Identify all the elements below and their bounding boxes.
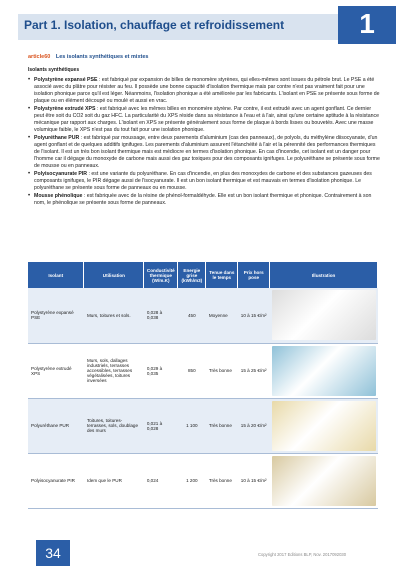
chapter-badge	[338, 6, 396, 44]
table-row	[28, 288, 378, 343]
part-title: Part 1. Isolation, chauffage et refroidissement	[24, 18, 285, 32]
table-row	[28, 453, 378, 508]
cell-prix: 15 à 20 €/m²	[238, 398, 270, 453]
term-description: : est fabriqué avec les mêmes billes en monomère styrène. Par contre, il est extrudé avec un agent gonflant. Ce dernier peut être soit du CO2 soit du gaz HFC. La particularité du XPS réside dans sa résistance à l'eau et à l'air, ainsi qu'une certaine aptitude à la résistance mécanique par rapport aux charges. L'isolant en XPS se présente généralement sous forme de plaque à bords lisses ou bouvetés. Avec une masse volumique faible, le XPS n'est pas du tout fait pour une isolation phonique.	[34, 106, 379, 133]
cell-tenue: Très bonne	[206, 453, 238, 508]
column-header: Illustration	[270, 262, 378, 288]
column-header: Conductivité thermique (W/m.K)	[144, 262, 178, 288]
article-title: Les isolants synthétiques et mixtes	[55, 54, 149, 60]
insulation-sample-image	[272, 401, 376, 451]
cell-isolant: Polystyrène expansé PSE	[28, 288, 84, 343]
cell-isolant: Polystyrène extrudé XPS	[28, 343, 84, 398]
cell-isolant: Polyuréthane PUR	[28, 398, 84, 453]
term-label: Polyisocyanurate PIR	[34, 171, 88, 177]
table-row	[28, 343, 378, 398]
bullet-icon: •	[28, 171, 31, 177]
page-number-badge	[36, 540, 70, 566]
bullet-icon: •	[28, 106, 31, 112]
chapter-number: 1	[359, 8, 375, 39]
cell-isolant: Polyisocyanurate PIR	[28, 453, 84, 508]
cell-energie: 850	[178, 343, 206, 398]
section-title: Isolants synthétiques	[28, 67, 80, 73]
article-reference: article60	[28, 54, 51, 60]
paragraph-xps	[28, 106, 380, 134]
table-row	[28, 398, 378, 453]
page-number: 34	[45, 545, 61, 561]
cell-utilisation: Idem que le PUR	[84, 453, 144, 508]
term-description: : est fabriqué par expansion de billes de monomère styrènes, qui elles-mêmes sont issues du pétrole brut. Le PSE a été associé avec du plâtre pour résister au feu. Il possède une bonne capacité d'isolation thermique mais par contre n'est pas vraiment fait pour une isolation phonique parce qu'il est léger. Néanmoins, l'isolation phonique a été améliorée par les fabricants. L'isolant en PSE se présente sous forme de plaque ou en élément découpé ou moulé et aussi en vrac.	[34, 77, 380, 104]
column-header: Utilisation	[84, 262, 144, 288]
bullet-icon: •	[28, 193, 31, 199]
cell-conductivite: 0,029 à 0,035	[144, 343, 178, 398]
term-description: : est fabriquée avec de la résine de phénol-formaldéhyde. Elle est un bon isolant thermique et phonique. Contrairement à son nom, le phénolique se présente sous forme de panneaux.	[34, 193, 372, 206]
article-heading	[28, 54, 148, 60]
term-label: Polystyrène extrudé XPS	[34, 106, 96, 112]
column-header: Energie grise (kWh/m3)	[178, 262, 206, 288]
copyright-notice: Copyright 2017 Editions BLP, Nov. 2017092030	[258, 552, 347, 557]
term-label: Mousse phénolique	[34, 193, 83, 199]
term-description: : est une variante du polyuréthane. En cas d'incendie, en plus des monoxydes de carbone et des substances gazeuses des composants ignifuges, le PIR dégage aussi de l'isocyanurate. Il est un bon isolant thermique et est mauvais en termes d'isolation phonique. Le polyuréthane se présente sous forme de panneaux ou en mousse.	[34, 171, 372, 191]
term-label: Polystyrène expansé PSE	[34, 77, 98, 83]
page-header	[0, 0, 409, 44]
cell-energie: 1 100	[178, 398, 206, 453]
bullet-icon: •	[28, 135, 31, 141]
cell-illustration	[270, 288, 378, 343]
cell-utilisation: Toitures, toitures-terrasses, sols, doublage des murs	[84, 398, 144, 453]
insulation-sample-image	[272, 290, 376, 340]
cell-energie: 450	[178, 288, 206, 343]
cell-tenue: Très bonne	[206, 398, 238, 453]
cell-prix: 15 à 25 €/m²	[238, 343, 270, 398]
column-header: Tenue dans le temps	[206, 262, 238, 288]
insulation-comparison-table	[28, 262, 378, 509]
insulation-sample-image	[272, 346, 376, 396]
cell-conductivite: 0,024	[144, 453, 178, 508]
bullet-icon: •	[28, 77, 31, 83]
cell-prix: 10 à 15 €/m²	[238, 453, 270, 508]
term-description: : est fabriqué par moussage, entre deux parements d'aluminium (cas des panneaux), de polyols, du méthylène diisocyanate, d'un agent gonflant et de quelques additifs ignifuges. Les parements d'aluminium assurent l'étanchéité à l'air et la pérennité des performances thermiques de l'isolant. Il est un très bon isolant thermique mais est médiocre en termes d'isolation phonique. En cas d'incendie, cet isolant est un danger pour l'homme car il dégage du monoxyde de carbone mais aussi des gaz toxiques pour des composants ignifuges. Le polyuréthane se présente sous forme de mousse ou en panneaux.	[34, 135, 380, 169]
cell-prix: 10 à 15 €/m²	[238, 288, 270, 343]
column-header: Isolant	[28, 262, 84, 288]
term-label: Polyuréthane PUR	[34, 135, 80, 141]
cell-illustration	[270, 453, 378, 508]
cell-illustration	[270, 398, 378, 453]
cell-illustration	[270, 343, 378, 398]
page-footer	[0, 538, 409, 573]
paragraph-pir	[28, 171, 380, 192]
cell-conductivite: 0,028 à 0,038	[144, 288, 178, 343]
cell-energie: 1 200	[178, 453, 206, 508]
article-body	[28, 77, 380, 208]
cell-utilisation: Murs, toitures et sols.	[84, 288, 144, 343]
paragraph-pse	[28, 77, 380, 105]
paragraph-phenolic	[28, 193, 380, 207]
cell-conductivite: 0,021 à 0,028	[144, 398, 178, 453]
table-header-row	[28, 262, 378, 288]
cell-tenue: Moyenne	[206, 288, 238, 343]
column-header: Prix hors pose	[238, 262, 270, 288]
cell-utilisation: Murs, sols, dallages industriels, terrasses accessibles, terrasses végétalisées, toitures inversées	[84, 343, 144, 398]
paragraph-pur	[28, 135, 380, 170]
insulation-sample-image	[272, 456, 376, 506]
cell-tenue: Très bonne	[206, 343, 238, 398]
